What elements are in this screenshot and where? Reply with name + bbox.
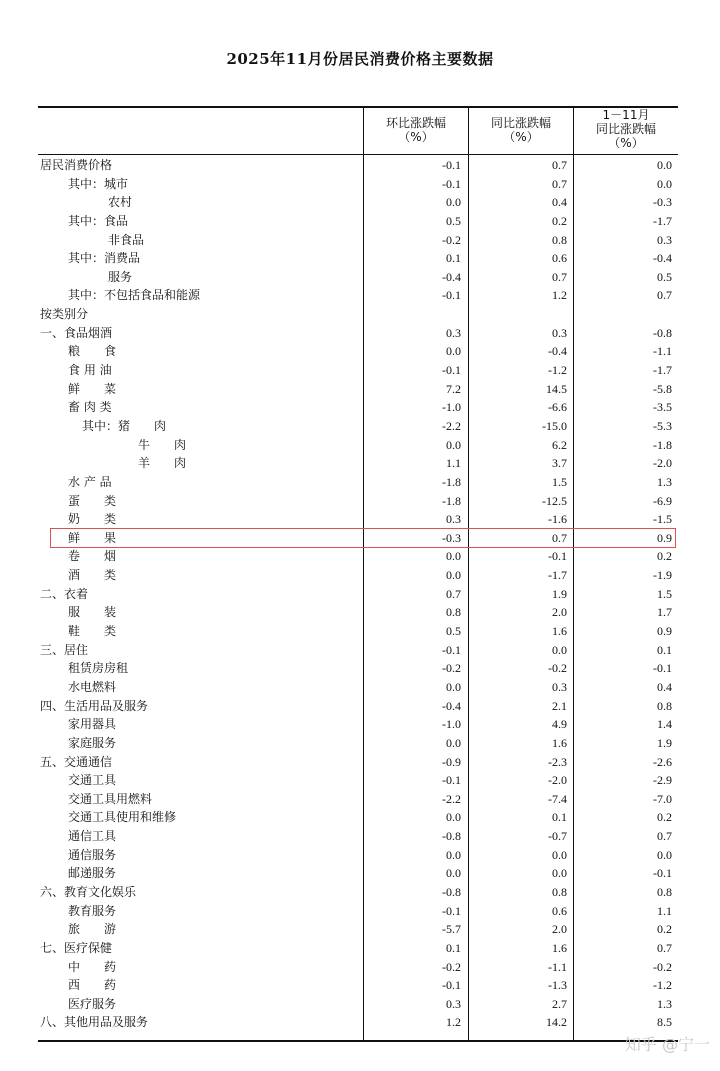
cell-ytd: 1.7 — [657, 605, 672, 620]
cell-mom: 0.1 — [446, 940, 461, 955]
cell-ytd: 0.7 — [657, 940, 672, 955]
cell-mom: -0.1 — [442, 158, 461, 172]
row-label: 旅 游 — [68, 922, 117, 937]
cell-yoy: 1.6 — [552, 735, 567, 750]
cell-mom: -0.1 — [442, 176, 461, 191]
row-label: 西 药 — [68, 978, 117, 993]
table-row — [38, 790, 678, 809]
table-row — [38, 361, 678, 380]
row-label: 鞋 类 — [68, 624, 117, 639]
row-label: 酒 类 — [68, 568, 117, 583]
table-row — [38, 827, 678, 846]
cell-mom: 1.2 — [446, 1015, 461, 1030]
header-rule — [38, 154, 678, 155]
header-yoy-line2: （%） — [503, 130, 539, 144]
cell-ytd: 1.9 — [657, 735, 672, 750]
row-label: 家庭服务 — [68, 735, 117, 750]
table-row — [38, 902, 678, 921]
cell-mom: -0.4 — [442, 269, 461, 284]
row-label: 四、生活用品及服务 — [40, 698, 149, 713]
cell-yoy: -12.5 — [542, 493, 567, 508]
row-label: 服 装 — [68, 605, 117, 620]
table-row — [38, 324, 678, 343]
table-row — [38, 753, 678, 772]
row-label: 八、其他用品及服务 — [40, 1015, 149, 1030]
table-row — [38, 958, 678, 977]
row-label: 其中：城市 — [68, 176, 129, 191]
cell-ytd: 0.5 — [657, 269, 672, 284]
table-row — [38, 547, 678, 566]
cell-yoy: -1.2 — [548, 363, 567, 378]
watermark: 知乎 @宁一 — [624, 1035, 710, 1054]
cell-yoy: 14.5 — [546, 381, 567, 396]
cell-mom: -0.4 — [442, 698, 461, 713]
cell-yoy: 0.0 — [552, 847, 567, 862]
row-label: 六、教育文化娱乐 — [40, 884, 137, 899]
cell-yoy: 1.2 — [552, 288, 567, 303]
cell-mom: -0.2 — [442, 959, 461, 974]
cell-mom: 0.7 — [446, 586, 461, 601]
cell-ytd: -7.0 — [653, 791, 672, 806]
row-label: 七、医疗保健 — [40, 940, 113, 955]
cell-yoy: 4.9 — [552, 717, 567, 732]
cell-yoy: 2.1 — [552, 698, 567, 713]
row-label: 三、居住 — [40, 642, 89, 657]
table-row — [38, 305, 678, 324]
cell-ytd: -6.9 — [653, 493, 672, 508]
cell-yoy: -15.0 — [542, 418, 567, 433]
header-ytd-line3: （%） — [608, 136, 644, 150]
table-row — [38, 398, 678, 417]
cell-yoy: 0.6 — [552, 903, 567, 918]
row-label: 交通工具使用和维修 — [68, 810, 177, 825]
cell-yoy: 6.2 — [552, 437, 567, 452]
row-label: 交通工具 — [68, 773, 117, 788]
cell-yoy: 0.1 — [552, 810, 567, 825]
cell-ytd: 0.2 — [657, 549, 672, 564]
header-yoy-line1: 同比涨跌幅 — [490, 116, 551, 130]
cell-yoy: 0.0 — [552, 642, 567, 657]
cell-yoy: 1.6 — [552, 624, 567, 639]
cell-mom: -0.1 — [442, 363, 461, 378]
row-label: 中 药 — [68, 959, 117, 974]
cell-mom: 0.5 — [446, 213, 461, 228]
row-label: 通信服务 — [68, 847, 117, 862]
header-mom-line2: （%） — [398, 130, 434, 144]
cell-yoy: -0.1 — [548, 549, 567, 564]
cell-mom: -0.8 — [442, 829, 461, 844]
row-label: 二、衣着 — [40, 586, 89, 601]
table-row — [38, 492, 678, 511]
table-row — [38, 641, 678, 660]
cell-ytd: 0.1 — [657, 642, 672, 657]
cell-ytd: 1.3 — [657, 474, 672, 489]
row-label: 卷 烟 — [68, 549, 117, 564]
cell-mom: -2.2 — [442, 791, 461, 806]
table-row — [38, 995, 678, 1014]
cell-yoy: -6.6 — [548, 400, 567, 415]
table-row — [38, 808, 678, 827]
cell-yoy: 14.2 — [546, 1015, 567, 1030]
table-row — [38, 175, 678, 194]
cell-ytd: 0.4 — [657, 679, 672, 694]
cell-mom: 0.3 — [446, 996, 461, 1011]
row-label: 服务 — [108, 269, 133, 284]
table-row — [38, 212, 678, 231]
table-row — [38, 734, 678, 753]
cell-ytd: 1.5 — [657, 586, 672, 601]
row-label: 粮 食 — [68, 344, 117, 359]
row-label: 水 产 品 — [68, 474, 112, 489]
header-mom-line1: 环比涨跌幅 — [385, 116, 446, 130]
cell-mom: 0.5 — [446, 624, 461, 639]
header-yoy — [469, 116, 573, 144]
bottom-rule — [38, 1040, 678, 1042]
cell-ytd: -0.1 — [653, 866, 672, 881]
cell-ytd: 0.9 — [657, 530, 672, 545]
table-row — [38, 193, 678, 212]
cell-yoy: 0.3 — [552, 679, 567, 694]
cell-yoy: 2.0 — [552, 922, 567, 937]
cell-yoy: 0.7 — [552, 176, 567, 191]
cell-mom: -1.8 — [442, 493, 461, 508]
cell-yoy: 1.5 — [552, 474, 567, 489]
row-label: 邮递服务 — [68, 866, 117, 881]
table-row — [38, 268, 678, 287]
row-label: 五、交通通信 — [40, 754, 113, 769]
cell-mom: -0.1 — [442, 903, 461, 918]
cell-ytd: -0.4 — [653, 251, 672, 266]
cell-yoy: -2.3 — [548, 754, 567, 769]
cell-yoy: -1.3 — [548, 978, 567, 993]
row-label: 一、食品烟酒 — [40, 325, 113, 340]
cell-mom: -0.3 — [442, 530, 461, 545]
cell-yoy: 0.2 — [552, 213, 567, 228]
table-body — [38, 156, 678, 1032]
cell-mom: 0.0 — [446, 344, 461, 359]
cell-yoy: -1.1 — [548, 959, 567, 974]
cell-ytd: -1.8 — [653, 437, 672, 452]
row-label: 租赁房房租 — [68, 661, 129, 676]
cell-yoy: -7.4 — [548, 791, 567, 806]
cell-mom: -5.7 — [442, 922, 461, 937]
cell-ytd: 0.2 — [657, 810, 672, 825]
table-row — [38, 939, 678, 958]
row-label: 交通工具用燃料 — [68, 791, 153, 806]
cell-ytd: -2.0 — [653, 456, 672, 471]
cell-mom: 1.1 — [446, 456, 461, 471]
table-row — [38, 622, 678, 641]
cell-ytd: -0.2 — [653, 959, 672, 974]
row-label: 食 用 油 — [68, 363, 112, 378]
table-row — [38, 454, 678, 473]
cell-ytd: -5.8 — [653, 381, 672, 396]
cell-yoy: 1.6 — [552, 940, 567, 955]
table-row — [38, 342, 678, 361]
table-row — [38, 976, 678, 995]
row-label: 奶 类 — [68, 512, 117, 527]
table-row — [38, 920, 678, 939]
row-label: 其中：食品 — [68, 213, 129, 228]
cell-ytd: 0.8 — [657, 698, 672, 713]
cell-yoy: 0.0 — [552, 866, 567, 881]
cell-mom: -0.1 — [442, 642, 461, 657]
row-label: 鲜 果 — [68, 530, 117, 545]
cell-yoy: 0.7 — [552, 158, 567, 172]
table-row — [38, 697, 678, 716]
header-ytd-line2: 同比涨跌幅 — [595, 122, 656, 136]
row-label: 通信工具 — [68, 829, 117, 844]
table-title: 2025年11月份居民消费价格主要数据 — [226, 50, 494, 68]
table-row — [38, 231, 678, 250]
cell-yoy: 0.8 — [552, 884, 567, 899]
cell-yoy: 0.7 — [552, 530, 567, 545]
table-row — [38, 436, 678, 455]
cell-yoy: -1.6 — [548, 512, 567, 527]
table-row — [38, 678, 678, 697]
cell-mom: -0.2 — [442, 232, 461, 247]
row-label: 按类别分 — [40, 307, 89, 322]
cell-mom: 0.1 — [446, 251, 461, 266]
cell-mom: 0.0 — [446, 195, 461, 210]
cell-ytd: 1.4 — [657, 717, 672, 732]
cell-ytd: -0.1 — [653, 661, 672, 676]
row-label: 蛋 类 — [68, 493, 117, 508]
header-ytd-line1: 1－11月 — [602, 108, 650, 122]
cell-ytd: -1.9 — [653, 568, 672, 583]
cell-yoy: -2.0 — [548, 773, 567, 788]
cell-yoy: 1.9 — [552, 586, 567, 601]
cell-yoy: 0.8 — [552, 232, 567, 247]
cell-ytd: -1.7 — [653, 363, 672, 378]
row-label: 鲜 菜 — [68, 381, 117, 396]
cell-mom: 0.0 — [446, 847, 461, 862]
cell-ytd: -0.3 — [653, 195, 672, 210]
cell-ytd: 0.7 — [657, 288, 672, 303]
table-row — [38, 529, 678, 548]
cell-yoy: -0.2 — [548, 661, 567, 676]
table-row — [38, 883, 678, 902]
row-label: 其中：不包括食品和能源 — [68, 288, 201, 303]
cell-ytd: 0.3 — [657, 232, 672, 247]
table-row — [38, 249, 678, 268]
cell-mom: 0.0 — [446, 568, 461, 583]
cell-ytd: 0.2 — [657, 922, 672, 937]
row-label: 非食品 — [108, 232, 145, 247]
cell-ytd: -1.1 — [653, 344, 672, 359]
cell-yoy: -0.4 — [548, 344, 567, 359]
table-row — [38, 659, 678, 678]
cell-ytd: 0.0 — [657, 176, 672, 191]
cell-ytd: -1.5 — [653, 512, 672, 527]
table-row — [38, 771, 678, 790]
row-label: 居民消费价格 — [40, 158, 113, 172]
cell-mom: -1.0 — [442, 717, 461, 732]
cell-mom: -0.1 — [442, 773, 461, 788]
cell-mom: 0.0 — [446, 549, 461, 564]
cell-mom: 0.3 — [446, 325, 461, 340]
row-label: 畜 肉 类 — [68, 400, 112, 415]
row-label: 医疗服务 — [68, 996, 117, 1011]
cell-mom: 0.0 — [446, 679, 461, 694]
cell-ytd: -1.2 — [653, 978, 672, 993]
cell-ytd: 0.9 — [657, 624, 672, 639]
cell-ytd: 0.8 — [657, 884, 672, 899]
cell-ytd: 1.3 — [657, 996, 672, 1011]
cell-mom: 0.0 — [446, 735, 461, 750]
cell-yoy: 0.7 — [552, 269, 567, 284]
cell-mom: -0.9 — [442, 754, 461, 769]
table-row — [38, 585, 678, 604]
table-row — [38, 603, 678, 622]
row-label: 水电燃料 — [68, 679, 117, 694]
cell-ytd: 0.0 — [657, 158, 672, 172]
table-row — [38, 286, 678, 305]
row-label: 其中：猪 肉 — [82, 418, 167, 433]
cell-ytd: 0.0 — [657, 847, 672, 862]
cell-yoy: 3.7 — [552, 456, 567, 471]
cell-mom: 0.0 — [446, 866, 461, 881]
cell-mom: -1.8 — [442, 474, 461, 489]
table-row — [38, 864, 678, 883]
table-row — [38, 380, 678, 399]
cell-yoy: 2.0 — [552, 605, 567, 620]
cell-mom: -0.8 — [442, 884, 461, 899]
table-row — [38, 1013, 678, 1032]
cell-ytd: -1.7 — [653, 213, 672, 228]
cell-mom: -0.2 — [442, 661, 461, 676]
cell-ytd: -2.9 — [653, 773, 672, 788]
highlight-box — [50, 528, 676, 548]
row-label: 羊 肉 — [138, 456, 187, 471]
cell-ytd: 1.1 — [657, 903, 672, 918]
row-label: 家用器具 — [68, 717, 117, 732]
cell-yoy: -0.7 — [548, 829, 567, 844]
row-label: 教育服务 — [68, 903, 117, 918]
cell-mom: 0.0 — [446, 437, 461, 452]
cell-mom: 0.0 — [446, 810, 461, 825]
cell-mom: -1.0 — [442, 400, 461, 415]
cell-mom: 0.8 — [446, 605, 461, 620]
table-row — [38, 510, 678, 529]
cell-yoy: 0.4 — [552, 195, 567, 210]
cell-ytd: 0.7 — [657, 829, 672, 844]
row-label: 农村 — [108, 195, 133, 210]
row-label: 其中：消费品 — [68, 251, 141, 266]
cell-ytd: -0.8 — [653, 325, 672, 340]
cell-mom: -0.1 — [442, 288, 461, 303]
cell-ytd: -2.6 — [653, 754, 672, 769]
table-row — [38, 566, 678, 585]
cell-mom: -0.1 — [442, 978, 461, 993]
cell-yoy: -1.7 — [548, 568, 567, 583]
cell-yoy: 0.6 — [552, 251, 567, 266]
table-row — [38, 473, 678, 492]
cell-mom: 0.3 — [446, 512, 461, 527]
cell-mom: 7.2 — [446, 381, 461, 396]
cell-ytd: 8.5 — [657, 1015, 672, 1030]
table-row — [38, 417, 678, 436]
header-ytd — [574, 108, 678, 150]
table-row — [38, 156, 678, 175]
row-label: 牛 肉 — [138, 437, 187, 452]
table-row — [38, 846, 678, 865]
header-mom — [364, 116, 468, 144]
cell-ytd: -5.3 — [653, 418, 672, 433]
cell-yoy: 2.7 — [552, 996, 567, 1011]
cell-ytd: -3.5 — [653, 400, 672, 415]
cell-mom: -2.2 — [442, 418, 461, 433]
cell-yoy: 0.3 — [552, 325, 567, 340]
table-row — [38, 715, 678, 734]
